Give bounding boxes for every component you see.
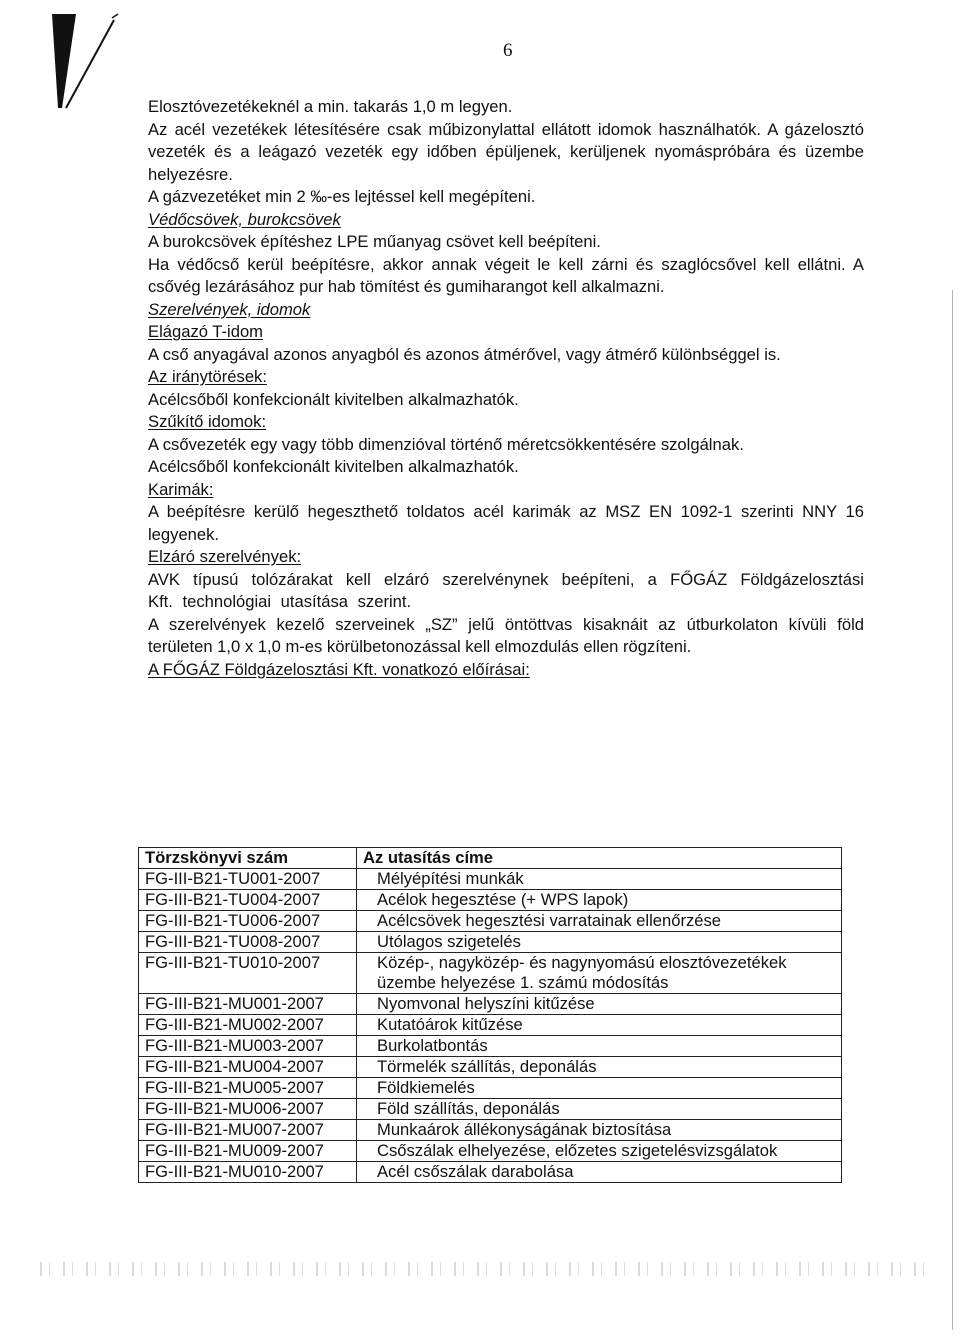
- table-row: [139, 1099, 842, 1120]
- table-row: [139, 1036, 842, 1057]
- registry-number-cell: FG-III-B21-MU001-2007: [139, 994, 357, 1015]
- instruction-title-cell: Föld szállítás, deponálás: [357, 1099, 842, 1120]
- section-heading-vedocsovek: Védőcsövek, burokcsövek: [148, 209, 341, 229]
- table-row: [139, 953, 842, 994]
- section-heading-iranytoresek: Az iránytörések:: [148, 367, 267, 386]
- scan-corner-mark: [48, 12, 138, 112]
- registry-number-cell: FG-III-B21-MU004-2007: [139, 1057, 357, 1078]
- registry-number-cell: FG-III-B21-MU009-2007: [139, 1141, 357, 1162]
- table-row: [139, 869, 842, 890]
- iranytoresek-text: Acélcsőből konfekcionált kivitelben alkalmazhatók.: [148, 389, 519, 409]
- table-row: [139, 911, 842, 932]
- table-row: [139, 1057, 842, 1078]
- registry-number-cell: FG-III-B21-MU006-2007: [139, 1099, 357, 1120]
- instruction-title-cell: Mélyépítési munkák: [357, 869, 842, 890]
- section-heading-elzaro: Elzáró szerelvények:: [148, 547, 302, 566]
- instruction-title-cell: Közép-, nagyközép- és nagynyomású elosztóvezetékek üzembe helyezése 1. számú módosítás: [357, 953, 842, 994]
- section-heading-karimak: Karimák:: [148, 479, 214, 499]
- registry-number-cell: FG-III-B21-TU010-2007: [139, 953, 357, 994]
- column-header-instruction-title: Az utasítás címe: [357, 848, 842, 869]
- registry-number-cell: FG-III-B21-MU005-2007: [139, 1078, 357, 1099]
- table-row: [139, 994, 842, 1015]
- scan-noise-strip: [40, 1262, 930, 1276]
- intro-cover-depth: Elosztóvezetékeknél a min. takarás 1,0 m legyen.: [148, 97, 513, 116]
- instruction-title-cell: Földkiemelés: [357, 1078, 842, 1099]
- instruction-title-cell: Acélcsövek hegesztési varratainak ellenőrzése: [357, 911, 842, 932]
- instruction-title-cell: Acél csőszálak darabolása: [357, 1162, 842, 1183]
- section-heading-szerelvenyek: Szerelvények, idomok: [148, 299, 311, 319]
- registry-number-cell: FG-III-B21-TU008-2007: [139, 932, 357, 953]
- instruction-title-cell: Utólagos szigetelés: [357, 932, 842, 953]
- instruction-title-cell: Burkolatbontás: [357, 1036, 842, 1057]
- table-row: [139, 1078, 842, 1099]
- table-header-row: [139, 848, 842, 869]
- subheading-t-idom: Elágazó T-idom: [148, 322, 263, 341]
- vedocsovek-paragraph: Ha védőcső kerül beépítésre, akkor annak végeit le kell zárni és szaglócsővel kell ellátni. A csővég lezárásához pur hab tömítést és gumiharangot kell alkalmazni.: [148, 254, 864, 296]
- szerelvenyek-text: A cső anyagával azonos anyagból és azonos átmérővel, vagy átmérő különbséggel is.: [148, 344, 781, 364]
- table-row: [139, 932, 842, 953]
- instruction-title-cell: Törmelék szállítás, deponálás: [357, 1057, 842, 1078]
- karimak-text: A beépítésre kerülő hegeszthető toldatos acél karimák az MSZ EN 1092-1 szerinti NNY 16 legyenek.: [148, 502, 864, 544]
- elzaro-text2: A szerelvények kezelő szerveinek „SZ” jelű öntöttvas kisaknáit az útburkolaton kívüli föld területen 1,0 x 1,0 m-es körülbetonozással kell elmozdulás ellen rögzíteni.: [148, 614, 864, 656]
- column-header-registry-number: Törzskönyvi szám: [139, 848, 357, 869]
- document-body: [148, 96, 864, 681]
- table-row: [139, 1120, 842, 1141]
- registry-number-cell: FG-III-B21-MU010-2007: [139, 1162, 357, 1183]
- regulations-table: [138, 847, 842, 1183]
- table-row: [139, 890, 842, 911]
- registry-number-cell: FG-III-B21-TU006-2007: [139, 911, 357, 932]
- instruction-title-cell: Nyomvonal helyszíni kitűzése: [357, 994, 842, 1015]
- table-row: [139, 1141, 842, 1162]
- szukito-text1: A csővezeték egy vagy több dimenzióval történő méretcsökkentésére szolgálnak.: [148, 434, 744, 454]
- szukito-text2: Acélcsőből konfekcionált kivitelben alkalmazhatók.: [148, 457, 519, 476]
- intro-slope: A gázvezetéket min 2 ‰-es lejtéssel kell megépíteni.: [148, 187, 536, 206]
- elzaro-text1: AVK típusú tolózárakat kell elzáró szerelvénynek beépíteni, a FŐGÁZ Földgázelosztási Kft. technológiai utasítása szerint.: [148, 569, 864, 611]
- instruction-title-cell: Kutatóárok kitűzése: [357, 1015, 842, 1036]
- registry-number-cell: FG-III-B21-TU001-2007: [139, 869, 357, 890]
- scan-edge-line: [952, 290, 953, 1330]
- instruction-title-cell: Csőszálak elhelyezése, előzetes szigetelésvizsgálatok: [357, 1141, 842, 1162]
- instruction-title-cell: Acélok hegesztése (+ WPS lapok): [357, 890, 842, 911]
- table-row: [139, 1162, 842, 1183]
- instruction-title-cell: Munkaárok állékonyságának biztosítása: [357, 1120, 842, 1141]
- registry-number-cell: FG-III-B21-TU004-2007: [139, 890, 357, 911]
- registry-number-cell: FG-III-B21-MU002-2007: [139, 1015, 357, 1036]
- vedocsovek-line1: A burokcsövek építéshez LPE műanyag csövet kell beépíteni.: [148, 232, 601, 251]
- registry-number-cell: FG-III-B21-MU007-2007: [139, 1120, 357, 1141]
- page-number: 6: [503, 40, 513, 61]
- registry-number-cell: FG-III-B21-MU003-2007: [139, 1036, 357, 1057]
- intro-steel-pipes: Az acél vezetékek létesítésére csak műbizonylattal ellátott idomok használhatók. A gázelosztó vezeték és a leágazó vezeték egy időben épüljenek, kerüljenek nyomáspróbára és üzembe helyezésre.: [148, 119, 864, 184]
- table-title: A FŐGÁZ Földgázelosztási Kft. vonatkozó előírásai:: [148, 659, 530, 679]
- section-heading-szukito: Szűkítő idomok:: [148, 412, 267, 431]
- table-row: [139, 1015, 842, 1036]
